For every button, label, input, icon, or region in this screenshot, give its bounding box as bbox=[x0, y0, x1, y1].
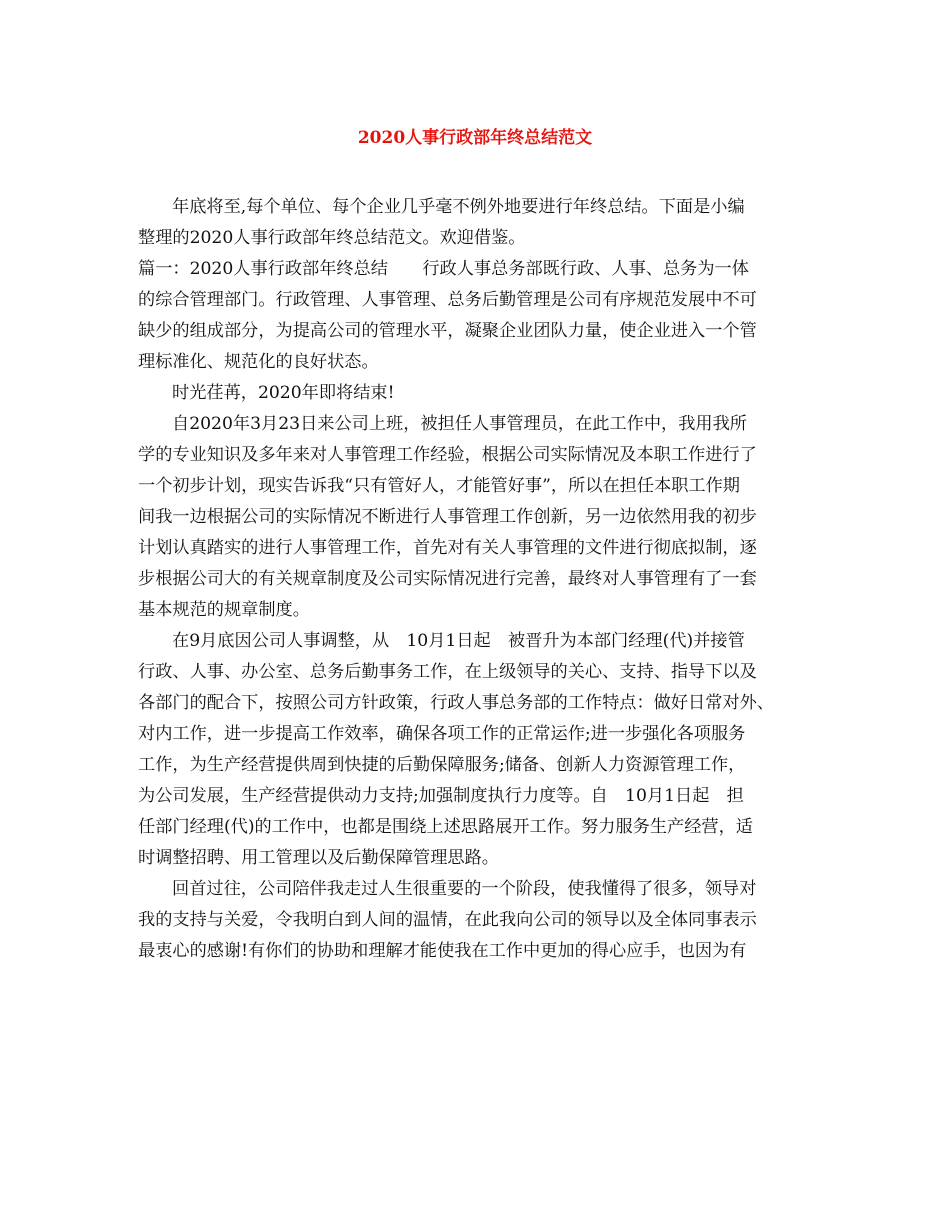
text-line: 时光荏苒，2020年即将结束! bbox=[172, 383, 395, 403]
document-title: 2020人事行政部年终总结范文 bbox=[357, 128, 593, 148]
text-line: 一个初步计划，现实告诉我“只有管好人，才能管好事”，所以在担任本职工作期 bbox=[138, 476, 740, 496]
text-line: 篇一：2020人事行政部年终总结 行政人事总务部既行政、人事、总务为一体 bbox=[138, 259, 749, 279]
text-line: 我的支持与关爱，令我明白到人间的温情，在此我向公司的领导以及全体同事表示 bbox=[138, 910, 757, 930]
text-line: 最衷心的感谢!有你们的协助和理解才能使我在工作中更加的得心应手，也因为有 bbox=[138, 941, 747, 961]
text-line: 计划认真踏实的进行人事管理工作，首先对有关人事管理的文件进行彻底拟制，逐 bbox=[138, 538, 757, 558]
text-line: 行政、人事、办公室、总务后勤事务工作，在上级领导的关心、支持、指导下以及 bbox=[138, 662, 757, 682]
text-line: 步根据公司大的有关规章制度及公司实际情况进行完善，最终对人事管理有了一套 bbox=[138, 569, 757, 589]
text-line: 对内工作，进一步提高工作效率，确保各项工作的正常运作;进一步强化各项服务 bbox=[138, 724, 746, 744]
text-line: 学的专业知识及多年来对人事管理工作经验，根据公司实际情况及本职工作进行了 bbox=[138, 445, 757, 465]
text-line: 间我一边根据公司的实际情况不断进行人事管理工作创新，另一边依然用我的初步 bbox=[138, 507, 757, 527]
document-body bbox=[138, 192, 818, 967]
text-line: 时调整招聘、用工管理以及后勤保障管理思路。 bbox=[138, 848, 499, 868]
text-line: 在9月底因公司人事调整，从 10月1日起 被晋升为本部门经理(代)并接管 bbox=[172, 631, 745, 651]
text-line: 回首过往，公司陪伴我走过人生很重要的一个阶段，使我懂得了很多，领导对 bbox=[172, 879, 757, 899]
text-line: 工作，为生产经营提供周到快捷的后勤保障服务;储备、创新人力资源管理工作， bbox=[138, 755, 746, 775]
text-line: 任部门经理(代)的工作中，也都是围绕上述思路展开工作。努力服务生产经营，适 bbox=[138, 817, 753, 837]
text-line: 的综合管理部门。行政管理、人事管理、总务后勤管理是公司有序规范发展中不可 bbox=[138, 290, 757, 310]
text-line: 缺少的组成部分，为提高公司的管理水平，凝聚企业团队力量，使企业进入一个管 bbox=[138, 321, 757, 341]
text-line: 为公司发展，生产经营提供动力支持;加强制度执行力度等。自 10月1日起 担 bbox=[138, 786, 744, 806]
text-line: 理标准化、规范化的良好状态。 bbox=[138, 352, 379, 372]
text-line: 自2020年3月23日来公司上班，被担任人事管理员，在此工作中，我用我所 bbox=[172, 414, 747, 434]
text-line: 各部门的配合下，按照公司方针政策，行政人事总务部的工作特点：做好日常对外、 bbox=[138, 693, 774, 713]
text-line: 整理的2020人事行政部年终总结范文。欢迎借鉴。 bbox=[138, 228, 526, 248]
text-line: 年底将至,每个单位、每个企业几乎毫不例外地要进行年终总结。下面是小编 bbox=[172, 197, 745, 217]
text-line: 基本规范的规章制度。 bbox=[138, 600, 310, 620]
